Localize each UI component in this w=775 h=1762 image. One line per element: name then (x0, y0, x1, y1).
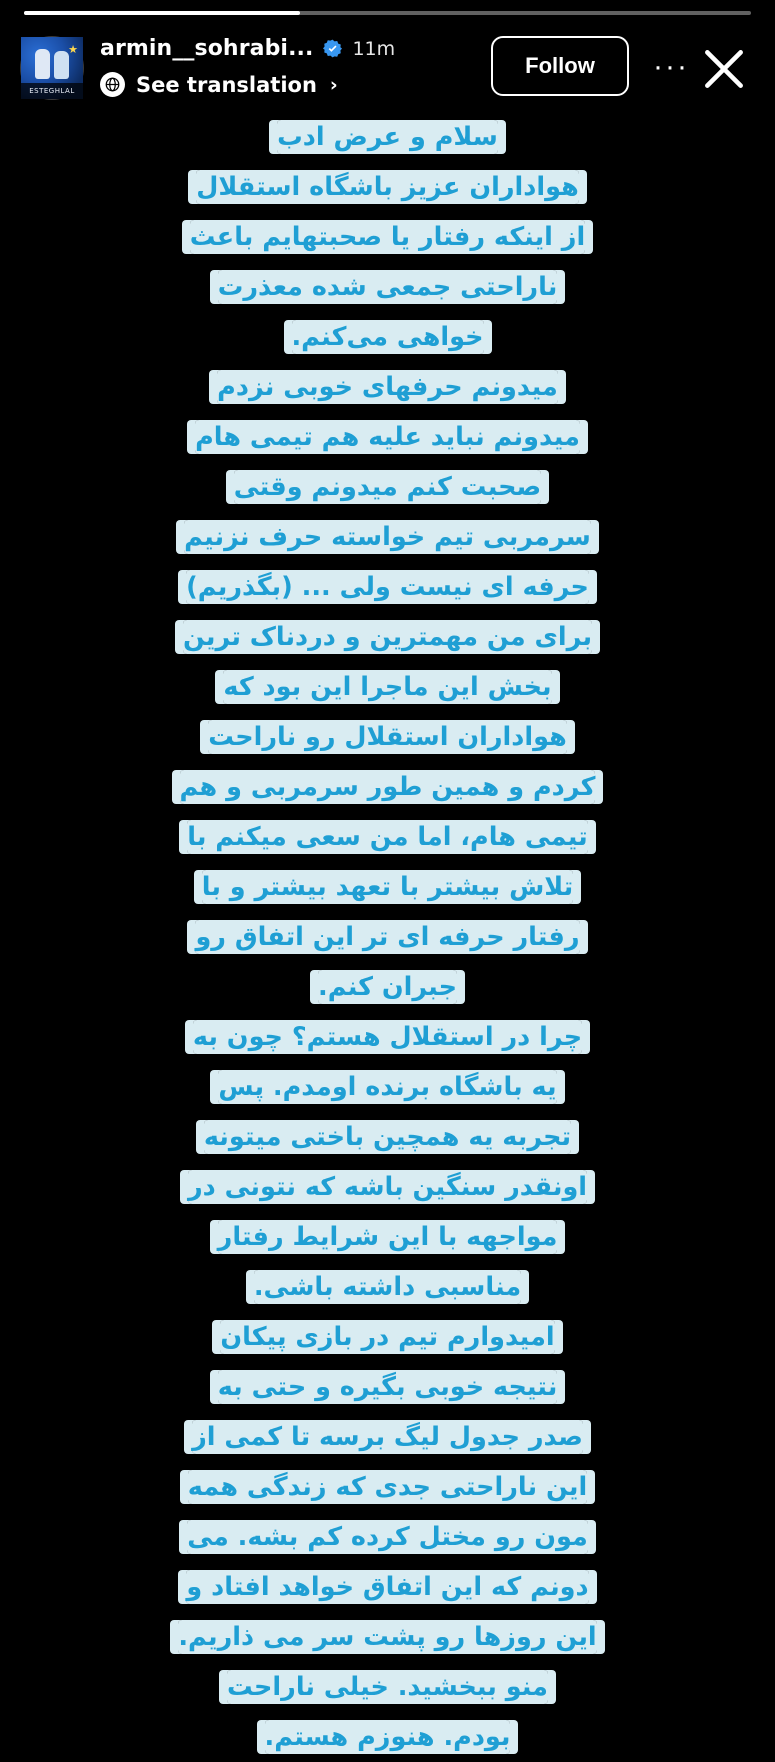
story-text-line: هواداران عزیز باشگاه استقلال (196, 172, 579, 202)
story-progress-bar (24, 11, 751, 15)
story-text-line: جبران کنم. (318, 972, 457, 1002)
verified-badge-icon (323, 39, 342, 58)
story-text-line: بخش این ماجرا این بود که (223, 672, 552, 702)
see-translation-button[interactable] (100, 72, 338, 97)
avatar[interactable] (20, 36, 84, 100)
story-text-line: سرمربی تیم خواسته حرف نزنیم (184, 522, 591, 552)
more-options-icon[interactable]: ··· (647, 52, 687, 82)
story-text-line: مون رو مختل کرده کم بشه. می (187, 1522, 588, 1552)
story-text-line: ناراحتی جمعی شده معذرت (217, 272, 558, 302)
story-text-line: کردم و همین طور سرمربی و هم (179, 772, 596, 802)
story-text-line: چرا در استقلال هستم؟ چون به (192, 1022, 583, 1052)
account-row (100, 36, 395, 61)
story-text-line: یه باشگاه برنده اومدم. پس (218, 1072, 557, 1102)
avatar-figure-left (35, 49, 50, 79)
story-text-line: برای من مهمترین و دردناک ترین (182, 622, 593, 652)
story-text-container (0, 112, 775, 1752)
see-translation-label: See translation (136, 72, 317, 97)
story-text-line: حرفه ای نیست ولی ... (بگذریم) (186, 572, 589, 602)
story-text-line: نتیجه خوبی بگیره و حتی به (217, 1372, 558, 1402)
avatar-star-icon: ★ (68, 43, 78, 56)
story-text-line: رفتار حرفه ای تر این اتفاق رو (195, 922, 580, 952)
story-text-line: دونم که این اتفاق خواهد افتاد و (186, 1572, 589, 1602)
story-text-line: این ناراحتی جدی که زندگی همه (187, 1472, 588, 1502)
story-text-line: هواداران استقلال رو ناراحت (208, 722, 567, 752)
story-text-line: منو ببخشید. خیلی ناراحت (227, 1672, 548, 1702)
story-text-line: مناسبی داشته باشی. (253, 1272, 522, 1302)
story-text-line: از اینکه رفتار یا صحبتهایم باعث (189, 222, 586, 252)
story-text-line: میدونم نباید علیه هم تیمی هام (195, 422, 580, 452)
timestamp-label: 11m (352, 37, 396, 60)
story-text-line: امیدوارم تیم در بازی پیکان (220, 1322, 555, 1352)
story-text-line: صحبت کنم میدونم وقتی (233, 472, 542, 502)
story-text-line: خواهی می‌کنم. (291, 322, 484, 352)
story-text-line: این روزها رو پشت سر می ذاریم. (178, 1622, 597, 1652)
avatar-figure-right (54, 51, 69, 79)
story-header (20, 28, 759, 112)
story-text-line: تلاش بیشتر با تعهد بیشتر و با (201, 872, 574, 902)
story-text-line: صدر جدول لیگ برسه تا کمی از (192, 1422, 583, 1452)
story-text-line: تجربه یه همچین باختی میتونه (203, 1122, 572, 1152)
follow-button[interactable]: Follow (491, 36, 629, 96)
story-progress-fill (24, 11, 300, 15)
avatar-caption: ESTEGHLAL (21, 83, 83, 99)
story-text-line: اونقدر سنگین باشه که نتونی در (187, 1172, 588, 1202)
story-text-line: بودم. هنوزم هستم. (264, 1722, 511, 1752)
story-text-line: تیمی هام، اما من سعی میکنم با (187, 822, 588, 852)
translate-globe-icon (100, 72, 125, 97)
chevron-right-icon: › (329, 73, 338, 96)
close-icon[interactable] (699, 44, 749, 94)
username-label[interactable]: armin__sohrabi... (100, 36, 314, 61)
story-text-line: سلام و عرض ادب (277, 122, 498, 152)
story-text-line: میدونم حرفهای خوبی نزدم (217, 372, 558, 402)
story-text-line: مواجهه با این شرایط رفتار (217, 1222, 558, 1252)
story-text (178, 112, 598, 1752)
